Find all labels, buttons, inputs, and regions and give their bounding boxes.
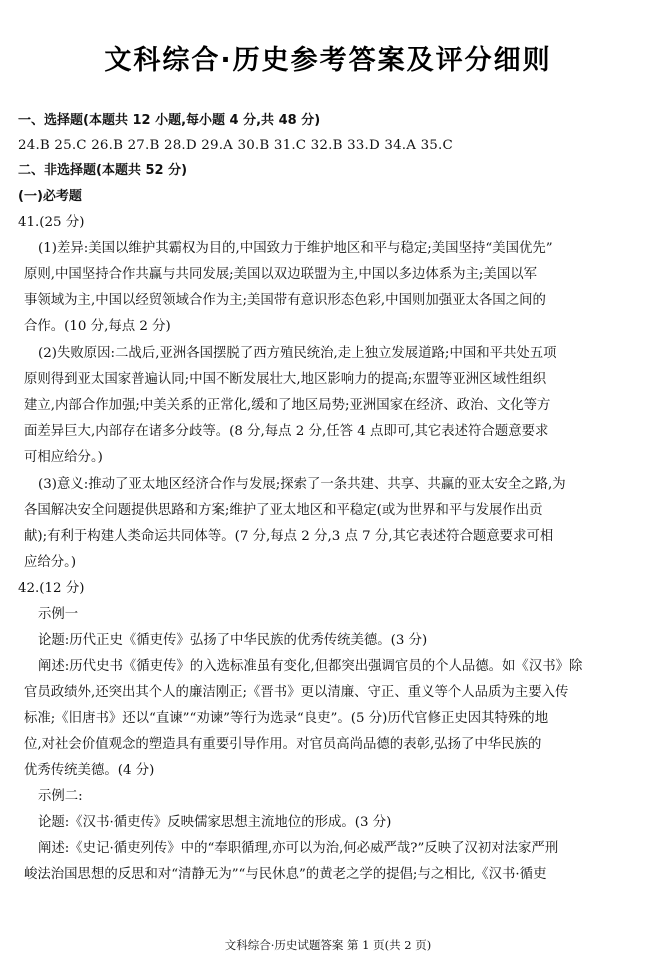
section2-heading: 二、非选择题(本题共 52 分) [18, 163, 188, 178]
required-questions-heading: (一)必考题 [18, 189, 82, 204]
q41-line: 合作。(10 分,每点 2 分) [24, 319, 171, 334]
page-title: 文科综合·历史参考答案及评分细则 [104, 45, 552, 76]
q42-label: 42.(12 分) [18, 581, 85, 596]
q42-line: 示例二: [38, 789, 83, 804]
q41-line: 原则得到亚太国家普遍认同;中国不断发展壮大,地区影响力的提高;东盟等亚洲区域性组织 [24, 372, 547, 387]
q42-line: 论题:《汉书·循吏传》反映儒家思想主流地位的形成。(3 分) [38, 815, 392, 830]
q42-line: 阐述:历代史书《循吏传》的入选标准虽有变化,但都突出强调官员的个人品德。如《汉书》除 [38, 659, 583, 674]
q41-line: (2)失败原因:二战后,亚洲各国摆脱了西方殖民统治,走上独立发展道路;中国和平共处五项 [38, 346, 557, 361]
q41-line: 原则,中国坚持合作共赢与共同发展;美国以双边联盟为主,中国以多边体系为主;美国以军 [24, 267, 537, 282]
q42-line: 优秀传统美德。(4 分) [24, 763, 155, 778]
q41-line: 事领域为主,中国以经贸领域合作为主;美国带有意识形态色彩,中国则加强亚太各国之间的 [24, 293, 546, 308]
q42-line: 位,对社会价值观念的塑造具有重要引导作用。对官员高尚品德的表彰,弘扬了中华民族的 [24, 737, 542, 752]
q42-line: 论题:历代正史《循吏传》弘扬了中华民族的优秀传统美德。(3 分) [38, 633, 428, 648]
q42-line: 阐述:《史记·循吏列传》中的“奉职循理,亦可以为治,何必威严哉?”反映了汉初对法家严刑 [38, 841, 559, 856]
q41-line: 应给分。) [24, 555, 77, 570]
section1-heading: 一、选择题(本题共 12 小题,每小题 4 分,共 48 分) [18, 113, 321, 128]
q42-line: 峻法治国思想的反思和对“清静无为”“与民休息”的黄老之学的提倡;与之相比,《汉书·循吏 [24, 867, 547, 882]
q41-line: (3)意义:推动了亚太地区经济合作与发展;探索了一条共建、共享、共赢的亚太安全之路,为 [38, 477, 566, 492]
q41-line: 面差异巨大,内部存在诸多分歧等。(8 分,每点 2 分,任答 4 点即可,其它表述符合题意要求 [24, 424, 549, 439]
page-footer: 文科综合·历史试题答案 第 1 页(共 2 页) [224, 938, 432, 952]
q42-line: 官员政绩外,还突出其个人的廉洁刚正;《晋书》更以清廉、守正、重义等个人品质为主要入传 [24, 685, 569, 700]
q41-line: 可相应给分。) [24, 450, 103, 465]
q41-line: (1)差异:美国以维护其霸权为目的,中国致力于维护地区和平与稳定;美国坚持“美国优先” [38, 241, 553, 256]
q41-label: 41.(25 分) [18, 215, 85, 230]
multiple-choice-answers: 24.B 25.C 26.B 27.B 28.D 29.A 30.B 31.C 32.B 33.D 34.A 35.C [18, 138, 453, 153]
q41-line: 各国解决安全问题提供思路和方案;维护了亚太地区和平稳定(或为世界和平与发展作出贡 [24, 503, 543, 518]
q42-line: 示例一 [38, 607, 79, 622]
q41-line: 献);有利于构建人类命运共同体等。(7 分,每点 2 分,3 点 7 分,其它表述符合题意要求可相 [24, 529, 554, 544]
q41-line: 建立,内部合作加强;中美关系的正常化,缓和了地区局势;亚洲国家在经济、政治、文化等方 [24, 398, 551, 413]
q42-line: 标准;《旧唐书》还以“直谏”“劝谏”等行为选录“良吏”。(5 分)历代官修正史因其特殊的地 [24, 711, 549, 726]
